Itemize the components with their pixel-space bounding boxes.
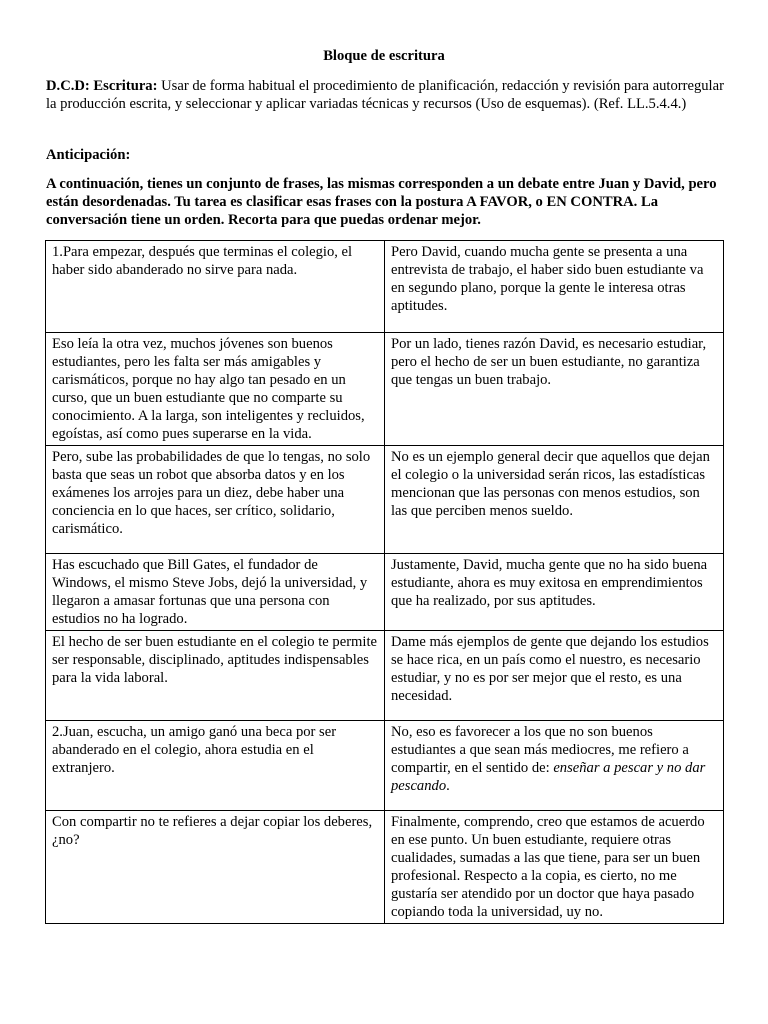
table-cell-left: 2.Juan, escucha, un amigo ganó una beca por ser abanderado en el colegio, ahora estudia en el extranjero. (46, 721, 385, 811)
table-cell-left: El hecho de ser buen estudiante en el colegio te permite ser responsable, disciplinado, aptitudes indispensables para la vida laboral. (46, 631, 385, 721)
table-cell-right: Dame más ejemplos de gente que dejando los estudios se hace rica, en un país como el nuestro, es necesario estudiar, y no es por ser mejor que el resto, es una necesidad. (385, 631, 724, 721)
table-row (46, 631, 724, 721)
table-cell-left: Con compartir no te refieres a dejar copiar los deberes, ¿no? (46, 811, 385, 924)
table-cell-left: Pero, sube las probabilidades de que lo tengas, no solo basta que seas un robot que absorba datos y en los exámenes los arrojes para un diez, debe haber una conciencia en lo que haces, ser crítico, solidario, carismático. (46, 446, 385, 554)
table-cell-right: Finalmente, comprendo, creo que estamos de acuerdo en ese punto. Un buen estudiante, requiere otras cualidades, sumadas a las que tiene, para ser un buen profesional. Respecto a la copia, es cierto, no me gustaría ser atendido por un doctor que haya pasado copiando toda la universidad, uy no. (385, 811, 724, 924)
page-title: Bloque de escritura (323, 48, 445, 64)
table-cell-left: 1.Para empezar, después que terminas el colegio, el haber sido abanderado no sirve para nada. (46, 241, 385, 333)
table-row (46, 446, 724, 554)
table-row (46, 554, 724, 631)
table-cell-right (385, 721, 724, 811)
table-row (46, 333, 724, 446)
table-cell-right: No es un ejemplo general decir que aquellos que dejan el colegio o la universidad serán ricos, las estadísticas mencionan que las personas con menos estudios, son las que perciben menos sueldo. (385, 446, 724, 554)
cell-text: No, eso es favorecer a los que no son buenos estudiantes a que sean más mediocres, me refiero a compartir, en el sentido de: (391, 724, 689, 776)
table-cell-right: Justamente, David, mucha gente que no ha sido buena estudiante, ahora es muy exitosa en emprendimientos que ha realizado, por sus aptitudes. (385, 554, 724, 631)
table-cell-left: Has escuchado que Bill Gates, el fundador de Windows, el mismo Steve Jobs, dejó la universidad, y llegaron a amasar fortunas que una persona con estudios no ha logrado. (46, 554, 385, 631)
table-cell-right: Pero David, cuando mucha gente se presenta a una entrevista de trabajo, el haber sido buen estudiante va en segundo plano, porque la gente le interesa otras aptitudes. (385, 241, 724, 333)
dcd-text: Usar de forma habitual el procedimiento de planificación, redacción y revisión para autorregular la producción escrita, y seleccionar y aplicar variadas técnicas y recursos (Uso de esquemas). (Ref. LL.5.4.4.) (46, 78, 724, 112)
table-row (46, 721, 724, 811)
dcd-label: D.C.D: Escritura: (46, 78, 158, 94)
instructions-paragraph: A continuación, tienes un conjunto de frases, las mismas corresponden a un debate entre Juan y David, pero están desordenadas. Tu tarea es clasificar esas frases con la postura A FAVOR, o EN CONTRA. La conversación tiene un orden. Recorta para que puedas ordenar mejor. (46, 176, 717, 228)
dcd-paragraph (46, 77, 726, 113)
phrases-table (45, 240, 724, 924)
cell-text-end: . (446, 778, 450, 794)
cell-text-italic: enseñar a pescar y no dar pescando (391, 760, 706, 794)
table-cell-right: Por un lado, tienes razón David, es necesario estudiar, pero el hecho de ser un buen estudiante, no garantiza que tengas un buen trabajo. (385, 333, 724, 446)
table-cell-left: Eso leía la otra vez, muchos jóvenes son buenos estudiantes, pero les falta ser más amigables y carismáticos, porque no hay algo tan pesado en un curso, que un buen estudiante que no comparte su conocimiento. A la larga, son inteligentes y recluidos, egoístas, así como pues superarse en la vida. (46, 333, 385, 446)
table-row (46, 241, 724, 333)
anticipacion-heading: Anticipación: (46, 147, 131, 163)
table-row (46, 811, 724, 924)
